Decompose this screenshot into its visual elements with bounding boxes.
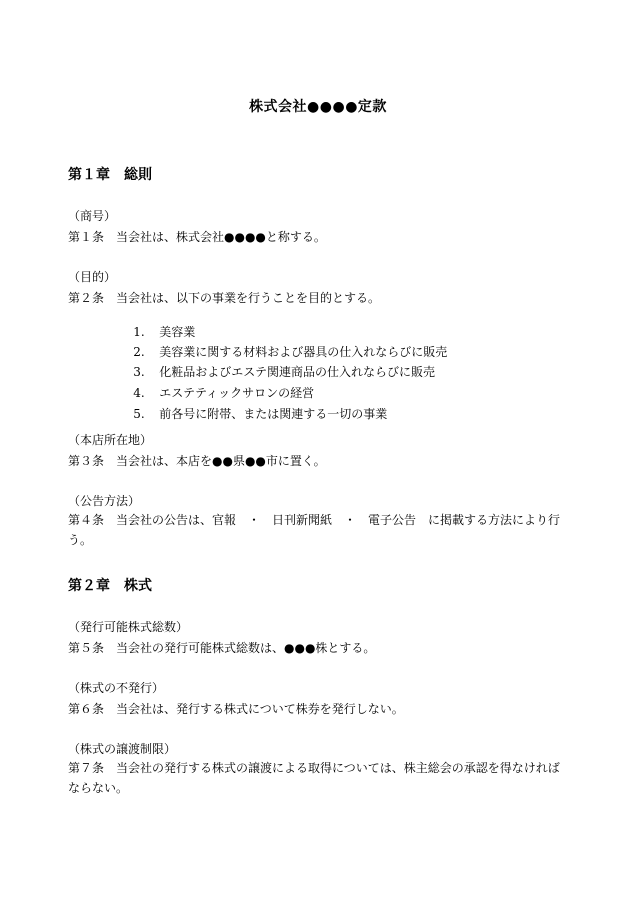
list-item-text: 前各号に附帯、または関連する一切の事業 (159, 407, 388, 421)
article-2-caption: （目的） (68, 270, 117, 284)
chapter-1-heading: 第１章 総則 (68, 167, 152, 183)
article-4-caption: （公告方法） (68, 494, 141, 508)
list-item-number: 5. (133, 407, 145, 421)
article-6-text: 第６条 当会社は、発行する株式について株券を発行しない。 (68, 702, 404, 716)
list-item-text: 美容業に関する材料および器具の仕入れならびに販売 (159, 345, 448, 359)
article-5-text: 第５条 当会社の発行可能株式総数は、●●●株とする。 (68, 641, 376, 655)
list-item-text: 化粧品およびエステ関連商品の仕入れならびに販売 (159, 365, 436, 379)
list-item-number: 3. (133, 365, 145, 379)
article-3-caption: （本店所在地） (68, 433, 153, 447)
list-item-number: 2. (133, 345, 145, 359)
article-3-text: 第３条 当会社は、本店を●●県●●市に置く。 (68, 454, 326, 468)
list-item-number: 1. (133, 325, 145, 339)
article-5-caption: （発行可能株式総数） (68, 620, 189, 634)
document-title: 株式会社●●●●定款 (249, 99, 387, 115)
list-item-number: 4. (133, 386, 145, 400)
list-item-text: エステティックサロンの経営 (159, 386, 315, 400)
article-1-text: 第１条 当会社は、株式会社●●●●と称する。 (68, 230, 326, 244)
chapter-2-heading: 第２章 株式 (68, 578, 152, 594)
article-6-caption: （株式の不発行） (68, 681, 165, 695)
article-2-text: 第２条 当会社は、以下の事業を行うことを目的とする。 (68, 291, 381, 305)
article-7-caption: （株式の譲渡制限） (68, 742, 177, 756)
list-item (118, 391, 387, 436)
list-item-text: 美容業 (159, 325, 196, 339)
article-4-text: 第４条 当会社の公告は、官報 ・ 日刊新聞紙 ・ 電子公告 に掲載する方法により行う。 (68, 513, 561, 547)
article-1-caption: （商号） (68, 209, 117, 223)
article-7-text: 第７条 当会社の発行する株式の譲渡による取得については、株主総会の承認を得なければならない。 (68, 761, 560, 795)
